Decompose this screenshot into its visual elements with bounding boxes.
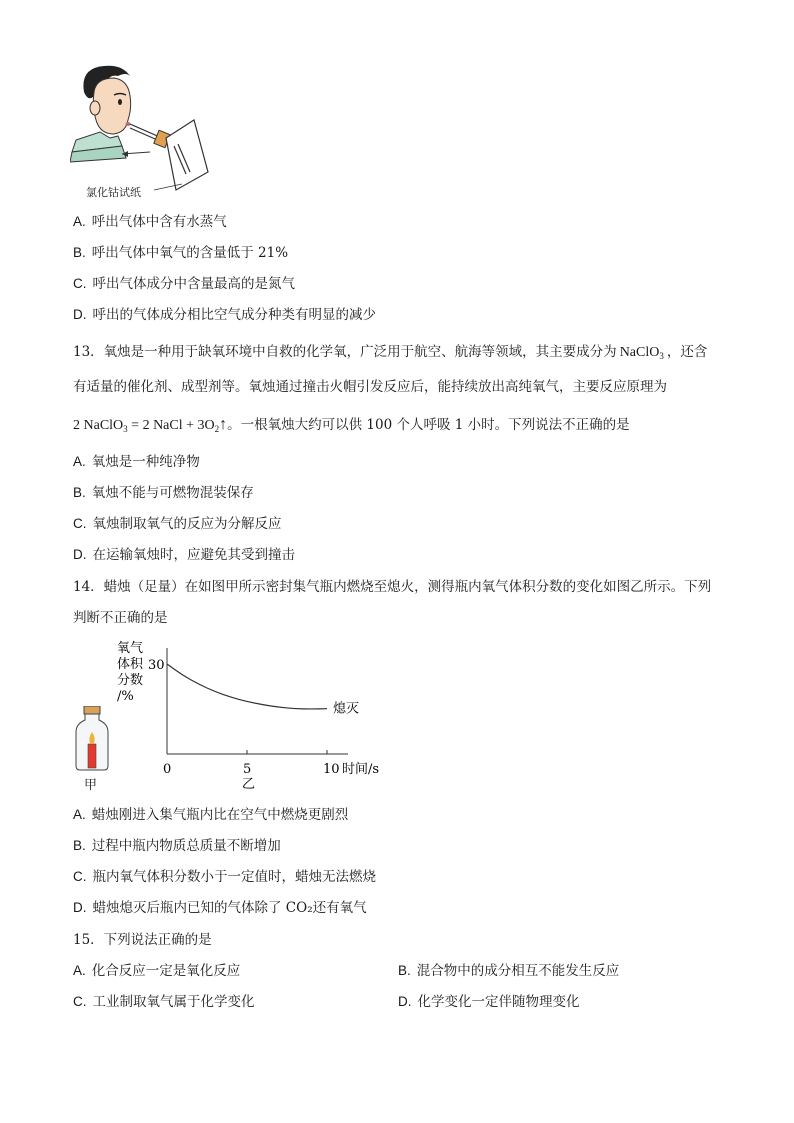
figure-caption: 氯化钴试纸: [86, 186, 141, 199]
option-letter: C.: [73, 869, 87, 884]
q12-option-b[interactable]: [73, 243, 288, 263]
option-letter: B.: [73, 245, 86, 260]
option-letter: B.: [398, 963, 411, 978]
option-text: 化合反应一定是氧化反应: [91, 963, 241, 979]
option-letter: D.: [73, 900, 87, 915]
q15-option-a[interactable]: [73, 961, 240, 981]
option-letter: A.: [73, 963, 86, 978]
q13-option-c[interactable]: [73, 514, 282, 534]
q14-stem-line2: 判断不正确的是: [73, 610, 168, 626]
option-text: 过程中瓶内物质总质量不断增加: [91, 838, 281, 854]
option-text: 呼出气体中氧气的含量低于 21%: [91, 245, 289, 261]
option-letter: A.: [73, 454, 86, 469]
q15-option-d[interactable]: [398, 992, 580, 1012]
stem-text: ，还含: [666, 344, 708, 360]
extinguish-annotation: 熄灭: [333, 701, 360, 717]
q12-option-d[interactable]: [73, 305, 376, 325]
q14-stem-line1: 14．蜡烛（足量）在如图甲所示密封集气瓶内燃烧至熄火，测得瓶内氧气体积分数的变化如图乙所示。下列: [73, 579, 712, 595]
option-letter: C.: [73, 276, 87, 291]
chart-sub-label: 乙: [242, 777, 256, 792]
stem-text: 13．氧烛是一种用于缺氧环境中自救的化学氧，广泛用于航空、航海等领域，其主要成分为: [73, 344, 617, 360]
reaction-equation: 2 NaClO$_3$ = 2 NaCl + $3O_2↑$: [73, 416, 228, 434]
option-letter: B.: [73, 485, 86, 500]
x-axis-label: 时间/s: [342, 762, 380, 777]
y-axis-label-line: /%: [117, 689, 134, 704]
x-tick-label: 5: [243, 762, 252, 777]
q13-stem-line2: 有适量的催化剂、成型剂等。氧烛通过撞击火帽引发反应后，能持续放出高纯氧气，主要反应原理为: [73, 379, 667, 395]
q14-option-d[interactable]: [73, 898, 367, 918]
option-text: 混合物中的成分相互不能发生反应: [416, 963, 620, 979]
q13-stem-line3: [73, 415, 630, 439]
q13-option-b[interactable]: [73, 483, 254, 503]
option-letter: A.: [73, 214, 86, 229]
y-tick-label: 30: [148, 658, 165, 673]
q12-option-a[interactable]: [73, 212, 227, 232]
oxygen-fraction-chart: [110, 636, 400, 796]
option-text: 在运输氧烛时，应避免其受到撞击: [92, 547, 295, 563]
oxygen-curve: [167, 664, 327, 709]
q13-stem-line1: [73, 342, 707, 366]
option-letter: B.: [73, 838, 86, 853]
q15-option-c[interactable]: [73, 992, 255, 1012]
x-tick-label: 10: [323, 762, 340, 777]
option-text: 蜡烛刚进入集气瓶内比在空气中燃烧更剧烈: [91, 807, 349, 823]
candle-jar-figure: [74, 706, 110, 772]
option-text: 瓶内氧气体积分数小于一定值时，蜡烛无法燃烧: [92, 869, 376, 885]
option-text: 呼出气体成分中含量最高的是氮气: [92, 276, 295, 292]
option-letter: C.: [73, 994, 87, 1009]
option-text: 呼出的气体成分相比空气成分种类有明显的减少: [92, 307, 376, 323]
option-text: 呼出气体中含有水蒸气: [91, 214, 227, 230]
jar-label: 甲: [84, 778, 98, 793]
formula-naclo3: NaClO$_3$: [619, 345, 664, 361]
stem-text: 。一根氧烛大约可以供 100 个人呼吸 1 小时。下列说法不正确的是: [227, 417, 630, 433]
q14-option-a[interactable]: [73, 805, 348, 825]
breath-experiment-figure: [70, 62, 220, 202]
option-letter: D.: [398, 994, 412, 1009]
option-text: 化学变化一定伴随物理变化: [417, 994, 580, 1010]
q14-option-c[interactable]: [73, 867, 376, 887]
q14-option-b[interactable]: [73, 836, 281, 856]
y-axis-label-line: 分数: [117, 673, 144, 688]
option-text: 蜡烛熄灭后瓶内已知的气体除了 CO₂还有氧气: [92, 900, 367, 916]
option-letter: C.: [73, 516, 87, 531]
option-text: 氧烛不能与可燃物混装保存: [91, 485, 254, 501]
x-tick-label: 0: [163, 762, 172, 777]
option-letter: A.: [73, 807, 86, 822]
option-text: 氧烛是一种纯净物: [91, 454, 200, 470]
option-text: 工业制取氧气属于化学变化: [92, 994, 255, 1010]
q15-option-b[interactable]: [398, 961, 619, 981]
option-letter: D.: [73, 307, 87, 322]
q15-stem: 15．下列说法正确的是: [73, 932, 212, 948]
option-text: 氧烛制取氧气的反应为分解反应: [92, 516, 282, 532]
y-axis-label-line: 体积: [117, 657, 144, 672]
q13-option-d[interactable]: [73, 545, 295, 565]
option-letter: D.: [73, 547, 87, 562]
q13-option-a[interactable]: [73, 452, 200, 472]
y-axis-label-line: 氧气: [117, 641, 144, 656]
q12-option-c[interactable]: [73, 274, 295, 294]
